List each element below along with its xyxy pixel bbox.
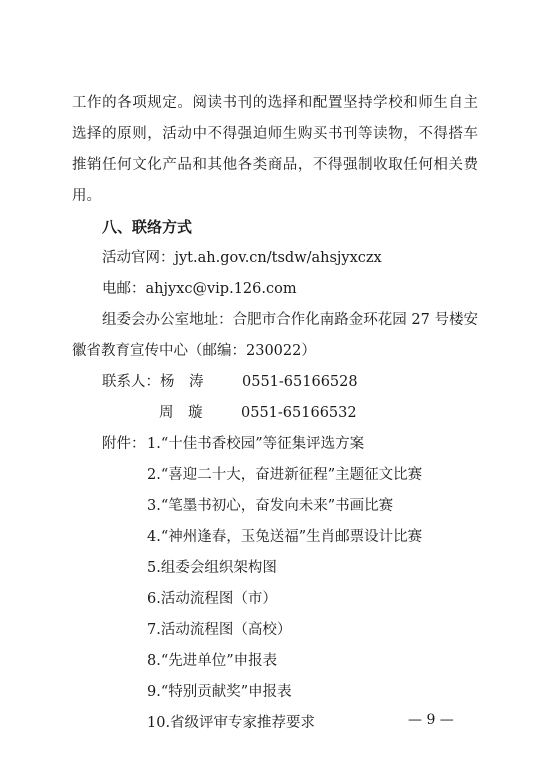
attachment-item: 4.“神州逢春，玉兔送福”生肖邮票设计比赛 [147,529,423,545]
paragraph-line: 用。 [72,188,101,204]
website-line: 活动官网：jyt.ah.gov.cn/tsdw/ahsjyxczx [102,250,382,266]
attachment-item: 9.“特别贡献奖”申报表 [147,684,292,700]
attachment-item: 3.“笔墨书初心，奋发向未来”书画比赛 [147,498,394,514]
attachment-item: 5.组委会组织架构图 [147,560,277,576]
attachment-item: 8.“先进单位”申报表 [147,653,278,669]
address-line: 组委会办公室地址：合肥市合作化南路金环花园 27 号楼安 [102,312,478,328]
contact-phone: 0551-65166528 [242,374,358,390]
email-line: 电邮：ahjyxc@vip.126.com [102,281,297,297]
paragraph-line: 选择的原则，活动中不得强迫师生购买书刊等读物，不得搭车 [72,126,478,142]
attachment-item: 2.“喜迎二十大，奋进新征程”主题征文比赛 [147,467,423,483]
contact-phone: 0551-65166532 [241,405,357,421]
attachment-item: 10.省级评审专家推荐要求 [147,715,316,731]
paragraph-line: 推销任何文化产品和其他各类商品，不得强制收取任何相关费 [72,157,478,173]
attachment-item: 7.活动流程图（高校） [147,622,292,638]
attachment-item: 6.活动流程图（市） [147,591,277,607]
attachment-item: 1.“十佳书香校园”等征集评选方案 [147,436,365,452]
section-heading: 八、联络方式 [102,218,193,236]
attachments-label: 附件： [102,436,146,452]
address-line: 徽省教育宣传中心（邮编：230022） [72,343,316,359]
contact-row [159,403,357,423]
paragraph-line: 工作的各项规定。阅读书刊的选择和配置坚持学校和师生自主 [72,95,478,111]
contact-row [102,372,358,392]
contact-name: 周 璇 [159,405,203,421]
page-number: — 9 — [408,712,454,728]
contact-name: 杨 涛 [160,374,204,390]
contacts-label: 联系人： [102,374,160,390]
